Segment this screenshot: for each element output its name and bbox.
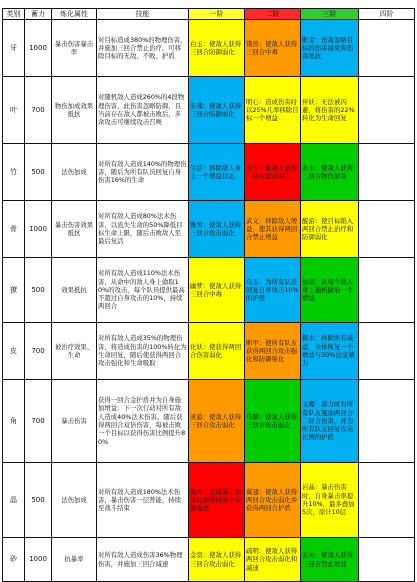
row-strength: 1000: [25, 20, 52, 77]
row-tier3: 玄水：使敌人获得三回合物伤加深: [301, 144, 359, 201]
header-strength: 蓄力: [25, 9, 52, 20]
header-row: [3, 9, 415, 20]
row-skill: 对所有敌人造成80%法术伤害，以流失生命的50%降低目标生命上限，随后击败敌人至最后复活: [97, 201, 189, 258]
header-tier1: 一阶: [189, 9, 245, 20]
row-category: 竹: [3, 144, 25, 201]
row-tier1: 化妖：使获得两回合伤害弱化: [189, 323, 245, 380]
row-skill: 对随机敌人造成260%的4段物理伤害，此伤害忽略防御，且当前存在敌人都被击败后，多余攻击可继续攻击召唤: [97, 77, 189, 144]
row-category: 砂: [3, 538, 25, 582]
row-tier2: 断甲：使所有队友获得两回合攻击强化和防御强化: [245, 323, 301, 380]
row-tier3: 仙羽：从每个敌人身上随机偷取一个增益: [301, 258, 359, 323]
header-tier3: 三阶: [301, 9, 359, 20]
header-category: 类别: [3, 9, 25, 20]
row-category: 晶: [3, 463, 25, 538]
header-trait: 炼化属性: [52, 9, 97, 20]
row-tier2: 大宋：使敌人获得三回合攻击弱化: [245, 144, 301, 201]
row-trait: 法伤加成: [52, 144, 97, 201]
row-tier2: 饿兽：使敌人获得三回合中毒: [245, 20, 301, 77]
row-category: 叶: [3, 77, 25, 144]
table-row: [3, 201, 415, 258]
header-tier4: 四阶: [359, 9, 415, 20]
row-trait: 物伤加成效果抵抗: [52, 77, 97, 144]
table-row: [3, 20, 415, 77]
row-strength: 700: [25, 380, 52, 463]
row-skill: 对所有敌人造成伤害36%物理伤害，并施加三回合减速: [97, 538, 189, 582]
row-tier2: 乌玉：为所有队员回复自身攻击10%的护盾: [245, 258, 301, 323]
row-tier3: 伴妖：无法被闪避，将伤害的22%转化为生命回复: [301, 77, 359, 144]
row-tier1: 海角：造成暴击伤害时获得两回合防御强化: [189, 463, 245, 538]
row-skill: 对所有敌人造成35%的物理伤害，将造成伤害的100%转化为生命回复，随后使获得两回合攻击强化和生命吸取: [97, 323, 189, 380]
row-tier2: 翼翅：使敌人获得两回合攻击弱化并获得两回合护盾: [245, 463, 301, 538]
row-skill: 对目标造成380%的物理伤害，并施加三回合禁止治疗，可移除目标的无敌、不败、护盾: [97, 20, 189, 77]
row-tier4: [359, 323, 415, 380]
row-trait: 暴击伤害: [52, 380, 97, 463]
row-tier4: [359, 20, 415, 77]
row-tier4: [359, 77, 415, 144]
table-row: [3, 77, 415, 144]
row-tier1: 生活：移除敌人身上一个增益状态: [189, 144, 245, 201]
row-tier3: 玄岩：使敌人获得三回合禁止增益: [301, 538, 359, 582]
row-strength: 500: [25, 258, 52, 323]
table-row: [3, 538, 415, 582]
row-trait: 法伤加成: [52, 463, 97, 538]
table-row: [3, 144, 415, 201]
row-category: 角: [3, 380, 25, 463]
row-tier4: [359, 201, 415, 258]
row-tier3: 玉魔：蓄力时对所有队友施加两回合二回合伤害，并为所有队友回复攻击比例的护盾: [301, 380, 359, 463]
row-skill: 获得一回合金护盾并为自身施加增益：下一次行动对所有敌人造成40%法术伤害。随后获得两回合双倍伤害，每被击败一个目标以获得伤害比例提升80%: [97, 380, 189, 463]
row-category: 皮: [3, 323, 25, 380]
row-tier2: 武义：移除敌人增益，使其获得两回合禁止增益: [245, 201, 301, 258]
row-tier2: 乌鹅：使敌人获得三回合攻击弱化: [245, 380, 301, 463]
row-strength: 1000: [25, 201, 52, 258]
row-strength: 500: [25, 144, 52, 201]
row-tier1: 灵悬：使敌人获得三回合攻击弱化: [189, 380, 245, 463]
row-category: 骨: [3, 201, 25, 258]
row-tier4: [359, 463, 415, 538]
table-row: [3, 463, 415, 538]
table-row: [3, 258, 415, 323]
row-tier3: 岩晶：暴击伤害时，自身暴击率提升10%，最多叠加5次，原计10层: [301, 463, 359, 538]
row-tier1: 雅男：使敌人获得三回合攻击弱化: [189, 201, 245, 258]
row-strength: 700: [25, 77, 52, 144]
row-tier1: 幽梦：使敌人获得三回合中毒: [189, 258, 245, 323]
row-skill: 对所有敌人造成110%法术伤害，从命中的敌人身上偷取10%的攻击，每个队员提供最高不超过自身攻击的10%，持续两回合: [97, 258, 189, 323]
header-tier2: 二阶: [245, 9, 301, 20]
row-tier4: [359, 380, 415, 463]
row-tier4: [359, 144, 415, 201]
row-strength: 500: [25, 463, 52, 538]
row-strength: 700: [25, 323, 52, 380]
row-tier2: 疏明：使敌人获得两回合攻击弱化和减速: [245, 538, 301, 582]
row-tier4: [359, 258, 415, 323]
table-row: [3, 380, 415, 463]
row-skill: 对所有敌人造成180%法术伤害，暴击伤害一层普能，持续至战斗结束: [97, 463, 189, 538]
row-tier3: 据水：移除所有减益，全体恢复一个增益与30%法宝蓄力: [301, 323, 359, 380]
row-category: 牙: [3, 20, 25, 77]
table-row: [3, 323, 415, 380]
row-tier1: 白玉：使敌人获得三回合防御弱化: [189, 20, 245, 77]
row-skill: 对所有敌人造成140%的物理伤害，随后为所有队员回复自身伤害16%的生命: [97, 144, 189, 201]
row-tier1: 安魂：使敌人获得三回合防御弱化: [189, 77, 245, 144]
row-trait: 抗暴率: [52, 538, 97, 582]
row-tier4: [359, 538, 415, 582]
row-category: 獠: [3, 258, 25, 323]
row-tier1: 金羽：使敌人获得三回合攻击弱化: [189, 538, 245, 582]
row-trait: 暴击伤害暴击率: [52, 20, 97, 77]
row-tier3: 醒游：使目标陷入两回合禁止治疗和防御弱化: [301, 201, 359, 258]
header-skill: 技能: [97, 9, 189, 20]
row-tier3: 断金：伤害忽略目标的伤害减免和伤害抵抗: [301, 20, 359, 77]
row-strength: 1000: [25, 538, 52, 582]
row-trait: 被治疗效果、生命: [52, 323, 97, 380]
row-trait: 效果抵抗: [52, 258, 97, 323]
row-trait: 暴击伤害效果抵抗: [52, 201, 97, 258]
skill-table: [2, 8, 415, 582]
row-tier2: 明心：造成伤害时以25%几率移除目标一个增益: [245, 77, 301, 144]
